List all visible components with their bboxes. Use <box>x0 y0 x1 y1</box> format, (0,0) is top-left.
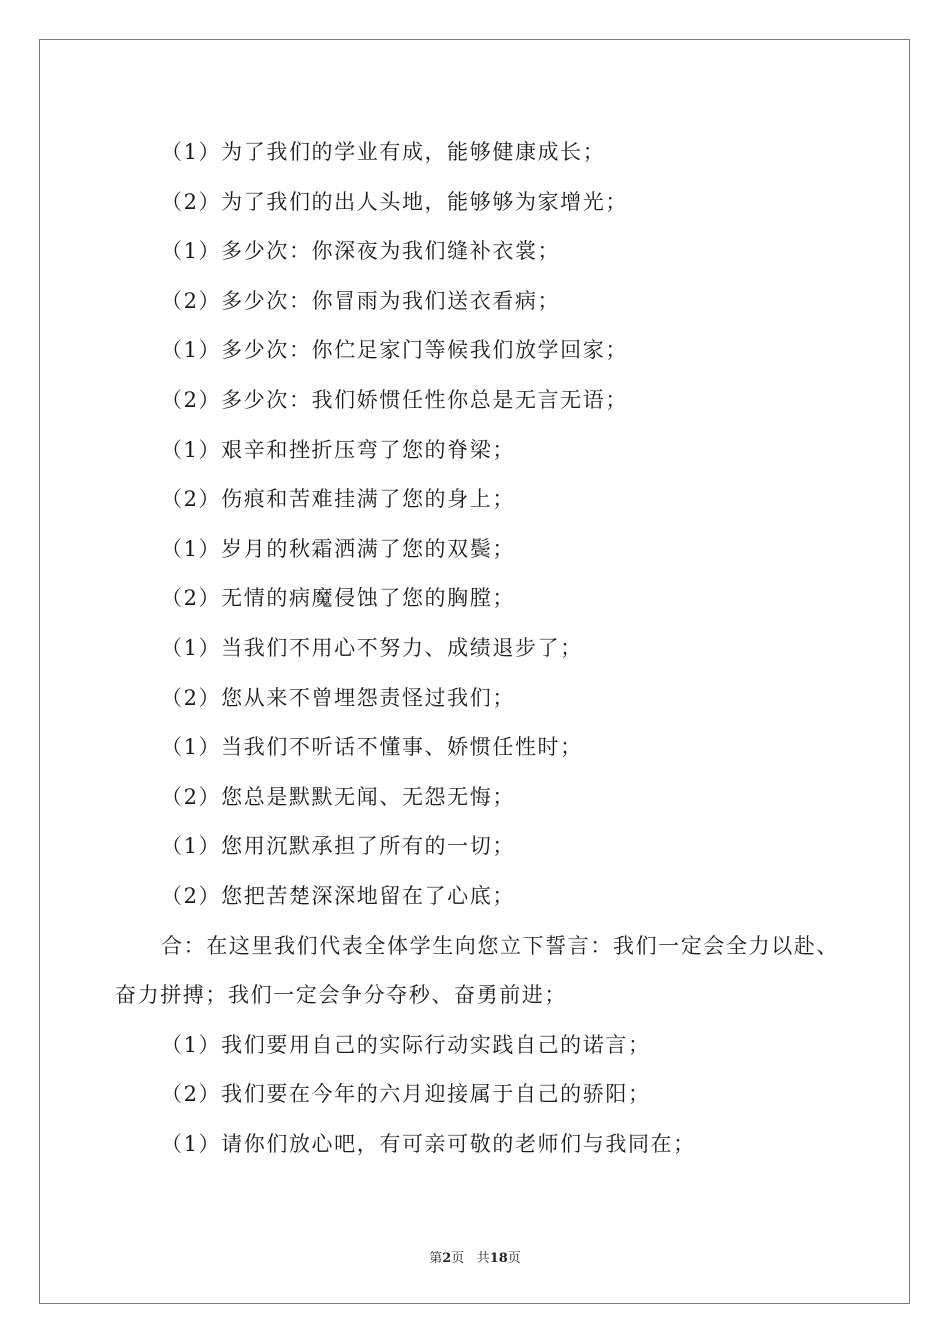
script-line: （2）多少次：我们娇惯任性你总是无言无语； <box>161 387 628 412</box>
total-pages: 18 <box>489 1251 508 1266</box>
script-line: （1）当我们不用心不努力、成绩退步了； <box>161 635 583 660</box>
document-body <box>115 128 850 1169</box>
script-line: （1）您用沉默承担了所有的一切； <box>161 834 515 859</box>
script-line: （1）岁月的秋霜洒满了您的双鬓； <box>161 536 515 561</box>
script-line: （2）伤痕和苦难挂满了您的身上； <box>161 487 515 512</box>
script-line: （1）多少次：你伫足家门等候我们放学回家； <box>161 338 628 363</box>
script-line: （2）您把苦楚深深地留在了心底； <box>161 883 515 908</box>
script-line: （1）请你们放心吧，有可亲可敬的老师们与我同在； <box>161 1131 696 1156</box>
page-suffix: 页 <box>451 1251 465 1266</box>
script-line: （1）当我们不听话不懂事、娇惯任性时； <box>161 735 583 760</box>
page-number: 2 <box>442 1251 452 1266</box>
script-line: （2）多少次：你冒雨为我们送衣看病； <box>161 288 561 313</box>
page-footer <box>0 1247 950 1266</box>
script-line: （1）艰辛和挫折压弯了您的脊梁； <box>161 437 515 462</box>
page-prefix: 第 <box>429 1251 443 1266</box>
script-line: （1）我们要用自己的实际行动实践自己的诺言； <box>161 1032 651 1057</box>
script-line: （2）无情的病魔侵蚀了您的胸膛； <box>161 586 515 611</box>
script-line: （2）为了我们的出人头地，能够够为家增光； <box>161 189 628 214</box>
total-suffix: 页 <box>507 1251 521 1266</box>
script-line: （2）我们要在今年的六月迎接属于自己的骄阳； <box>161 1082 651 1107</box>
script-line: （1）为了我们的学业有成，能够健康成长； <box>161 140 606 164</box>
script-line: （1）多少次：你深夜为我们缝补衣裳； <box>161 239 561 264</box>
script-line: （2）您从来不曾埋怨责怪过我们； <box>161 685 515 710</box>
script-line: （2）您总是默默无闻、无怨无悔； <box>161 784 515 809</box>
total-prefix: 共 <box>476 1251 490 1266</box>
chorus-paragraph: 合：在这里我们代表全体学生向您立下誓言：我们一定会全力以赴、奋力拼搏；我们一定会争分夺秒、奋勇前进； <box>115 933 839 1008</box>
